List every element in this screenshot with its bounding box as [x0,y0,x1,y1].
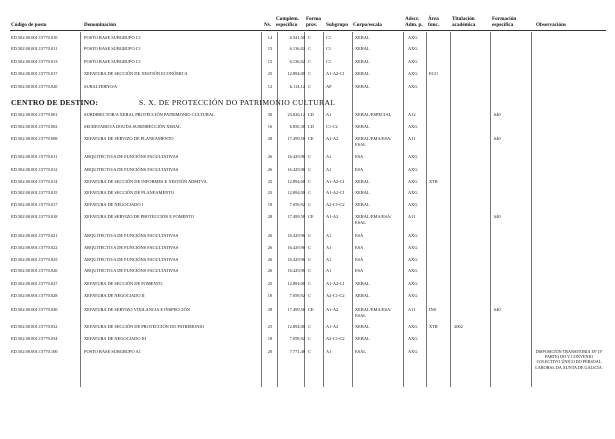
row-code: ED.502.00.001.15770.011 [11,46,58,51]
row-forma: LD [308,124,314,129]
row-corps: XERAL [355,293,370,298]
row-corps: XERAL/ESPECIAL [355,112,392,117]
row-corps: XERAL [355,124,370,129]
row-adscription: AXG [408,71,418,76]
row-level: 28 [267,307,273,312]
row-code: ED.502.00.001.15770.034 [11,336,58,341]
row-corps: ESA [355,257,364,262]
row-level: 25 [267,324,273,329]
row-code: ED.502.00.001.15770.017 [11,71,58,76]
row-level: 26 [267,154,273,159]
header-adscr-1: Adscr. [405,16,420,22]
row-subgroup: A1-A2 [326,307,339,312]
row-training: 640 [494,112,501,117]
header-rule [10,30,606,31]
centre-name: S. X. DE PROTECCIÓN DO PATRIMONIO CULTURAL [139,98,336,107]
row-code: ED.502.00.001.15770.017 [11,202,58,207]
row-subgroup: A1 [326,268,332,273]
row-complement: 12.894,00 [287,179,305,184]
row-adscription: AXG [408,349,418,354]
row-corps: XERAL [355,281,370,286]
row-level: 12 [267,84,273,89]
row-denomination: XEFATURA DE SECCIÓN DE FOMENTO [84,281,163,286]
row-subgroup: A1-A2 [326,324,339,329]
row-complement: 12.894,00 [287,324,305,329]
column-divider [531,32,532,387]
row-denomination: XEFATURA DE NEGOCIADO I [84,202,144,207]
row-code: ED.502.00.001.15770.010 [11,35,58,40]
row-complement: 16.429,96 [287,245,305,250]
row-code: ED.502.00.001.15770.032 [11,324,58,329]
row-forma: C [308,190,311,195]
row-forma: C [308,257,311,262]
row-denomination: ARQUITECTO/A DE FUNCIÓNS FACULTATIVAS [84,268,179,273]
row-observations: DISPOSICIÓN TRANSITORIA 18ª (3ª PARTE) DO V CONVENIO COLECTIVO ÚNICO DO PERSOAL LABORAL DA XUNTA DE GALICIA. [535,349,603,370]
row-level: 25 [267,71,273,76]
row-code: ED.502.00.001.15770.025 [11,257,58,262]
row-forma: C [308,336,311,341]
row-forma: C [308,35,311,40]
row-forma: LD [308,112,314,117]
row-subgroup: C1 [326,46,332,51]
row-subgroup: C1-C2 [326,124,338,129]
row-denomination: ARQUITECTO/A DE FUNCIÓNS FACULTATIVAS [84,257,179,262]
row-complement: 6.114,12 [289,84,305,89]
row-corps-line2: ESAL [355,220,366,225]
row-complement: 6.850,38 [289,124,305,129]
row-denomination: XEFATURA DE SERVIZO DE PROTECCIÓN E FOMENTO [84,214,195,219]
row-subgroup: A2-C1-C2 [326,293,345,298]
row-corps: ESA [355,268,364,273]
column-divider [323,32,324,387]
row-area: XTR [429,179,438,184]
row-denomination: SUBALTERNO/A [84,84,118,89]
row-complement: 7.059,92 [289,293,305,298]
row-corps: XERAL/EMA/ESA/ [355,214,392,219]
row-adscription: AXG [408,179,418,184]
row-complement: 12.894,00 [287,281,305,286]
header-forma-1: Forma [306,16,321,22]
row-denomination: ARQUITECTO/A DE FUNCIÓNS FACULTATIVAS [84,245,179,250]
row-complement: 6.136,02 [289,46,305,51]
row-subgroup: A1-A2-C1 [326,179,345,184]
row-forma: C [308,349,311,354]
row-adscription: AXG [408,281,418,286]
row-forma: C [308,202,311,207]
column-divider [261,32,262,387]
row-denomination: XEFATURA DE NEGOCIADO II [84,293,145,298]
row-corps: ESA [355,154,364,159]
header-complement-1: Complem. [276,16,299,22]
row-subgroup: A1 [326,112,332,117]
row-complement: 16.429,96 [287,167,305,172]
row-subgroup: A1-A2-C1 [326,281,345,286]
row-adscription: AXG [408,336,418,341]
row-corps: ESAL [355,349,366,354]
row-corps: ESA [355,245,364,250]
row-adscription: AXG [408,154,418,159]
row-denomination: XEFATURA DE SERVIZO DE PLANEAMENTO [84,136,174,141]
row-corps: XERAL [355,84,370,89]
row-level: 15 [267,59,273,64]
row-adscription: AXG [408,202,418,207]
header-level: Nv. [264,22,272,28]
row-complement: 6.541,50 [289,35,305,40]
row-level: 20 [267,349,273,354]
column-divider [403,32,404,387]
row-adscription: AXG [408,233,418,238]
row-subgroup: A2-C1-C2 [326,336,345,341]
row-subgroup: A1 [326,257,332,262]
row-denomination: XEFATURA DE SERVIZO VIXILANCIA E INSPECCIÓN [84,307,190,312]
row-level: 18 [267,336,273,341]
row-denomination: XEFATURA DE SECCIÓN DE PROTECCIÓN DO PATRIMONIO [84,324,205,329]
row-code: ED.502.00.001.15770.015 [11,190,58,195]
row-denomination: ARQUITECTO/A DE FUNCIÓNS FACULTATIVAS [84,167,179,172]
row-corps: XERAL [355,59,370,64]
row-complement: 7.059,92 [289,336,305,341]
header-code: Código de posto [11,22,47,28]
row-subgroup: A2-C1-C2 [326,202,345,207]
row-code: ED.502.00.001.15770.014 [11,179,58,184]
column-divider [490,32,491,387]
row-denomination: ARQUITECTO/A DE FUNCIÓNS FACULTATIVAS [84,154,179,159]
row-corps: XERAL [355,324,370,329]
row-forma: C [308,324,311,329]
row-complement: 16.429,96 [287,233,305,238]
row-denomination: XEFATURA DE SECCIÓN DE XESTIÓN ECONÓMICA [84,71,188,76]
row-code: ED.502.00.001.15770.001 [11,112,58,117]
row-area: XTR [429,324,438,329]
row-corps: ESA [355,167,364,172]
row-adscription: AXG [408,35,418,40]
row-corps: XERAL [355,190,370,195]
row-denomination: POSTO BASE SUBGRUPO C1 [84,46,141,51]
row-code: ED.502.00.001.15770.011 [11,154,58,159]
row-level: 15 [267,46,273,51]
header-denomination: Denominación [84,22,116,28]
header-observations: Observacións [536,22,566,28]
row-complement: 17.499,58 [287,136,305,141]
row-training: 640 [494,136,501,141]
row-denomination: SUBDIRECTOR/A XERAL PROTECCIÓN PATRIMONIO CULTURAL [84,112,215,117]
row-adscription: AXG [408,167,418,172]
row-subgroup: A1-A2 [326,136,339,141]
row-complement: 16.429,96 [287,257,305,262]
row-corps: XERAL [355,336,370,341]
row-forma: C [308,154,311,159]
row-training: 640 [494,214,501,219]
row-forma: C [308,268,311,273]
row-code: ED.502.00.001.15770.027 [11,281,58,286]
row-complement: 17.499,58 [287,214,305,219]
row-corps: ESA [355,233,364,238]
row-adscription: AXG [408,124,418,129]
row-forma: C [308,233,311,238]
row-denomination: XEFATURA DE SECCIÓN DE INFORMES E XESTIÓN ADMTVA. [84,179,208,184]
row-adscription: AXG [408,268,418,273]
row-level: 26 [267,167,273,172]
row-adscription: A11 [408,307,416,312]
row-level: 26 [267,233,273,238]
row-complement: 7.059,92 [289,202,305,207]
row-code: ED.502.00.001.15770.020 [11,84,58,89]
row-forma: CE [308,214,314,219]
row-forma: C [308,179,311,184]
row-code: ED.502.00.001.15770.022 [11,245,58,250]
row-level: 14 [267,35,273,40]
row-training: 640 [494,307,501,312]
row-corps: XERAL/EMA/ESA/ [355,136,392,141]
row-subgroup: A1-A2-C1 [326,71,345,76]
row-forma: CE [308,136,314,141]
header-forma-2: prov. [306,22,318,28]
row-corps: XERAL/EMA/ESA/ [355,307,392,312]
column-divider [277,32,278,387]
row-level: 25 [267,190,273,195]
row-code: ED.502.00.001.15770.100 [11,349,58,354]
row-forma: C [308,84,311,89]
row-corps: XERAL [355,71,370,76]
row-complement: 23.026,12 [287,112,305,117]
row-level: 18 [267,202,273,207]
row-denomination: POSTO BASE SUBGRUPO C1 [84,59,141,64]
header-corps: Corpo/escala [353,22,382,28]
row-code: ED.502.00.001.15770.026 [11,268,58,273]
row-complement: 12.894,00 [287,71,305,76]
row-adscription: A12 [408,112,416,117]
row-forma: CE [308,307,314,312]
header-adscr-2: Adm. p. [405,22,423,28]
row-subgroup: A1 [326,167,332,172]
row-complement: 16.429,96 [287,268,305,273]
row-level: 25 [267,179,273,184]
row-area: INS [429,307,437,312]
row-corps-line2: ESAL [355,142,366,147]
row-level: 26 [267,245,273,250]
row-area: ECO [429,71,438,76]
row-adscription: AXG [408,190,418,195]
row-code: ED.502.00.001.15770.013 [11,59,58,64]
row-subgroup: AP [326,84,332,89]
row-code: ED.502.00.001.15770.008 [11,136,58,141]
row-subgroup: A1 [326,154,332,159]
column-divider [352,32,353,387]
row-corps: XERAL [355,35,370,40]
row-forma: C [308,293,311,298]
row-denomination: POSTO BASE SUBGRUPO A1 [84,349,141,354]
row-subgroup: C1 [326,35,332,40]
row-corps: XERAL [355,46,370,51]
row-forma: C [308,71,311,76]
row-level: 16 [267,124,273,129]
row-adscription: AXG [408,293,418,298]
row-subgroup: A1-A2-C1 [326,190,345,195]
row-level: 25 [267,281,273,286]
row-forma: C [308,245,311,250]
row-code: ED.502.00.001.15770.028 [11,293,58,298]
row-corps: XERAL [355,179,370,184]
row-level: 18 [267,293,273,298]
row-complement: 6.136,02 [289,59,305,64]
column-divider [450,32,451,387]
header-area-2: func. [428,22,440,28]
header-area-1: Área [428,16,439,22]
row-adscription: AXG [408,84,418,89]
header-complement-2: específico [276,22,298,28]
row-forma: C [308,59,311,64]
row-denomination: XEFATURA DE SECCIÓN DE PLANEAMENTO [84,190,175,195]
row-level: 26 [267,268,273,273]
row-corps-line2: ESAL [355,313,366,318]
row-subgroup: A1 [326,245,332,250]
row-corps: XERAL [355,202,370,207]
header-training-2: específica [492,22,514,28]
row-adscription: A11 [408,214,416,219]
row-code: ED.502.00.001.15770.021 [11,233,58,238]
column-divider [426,32,427,387]
header-titulation-2: académica [452,22,476,28]
row-adscription: A11 [408,136,416,141]
row-titulation: 2062 [454,324,463,329]
row-adscription: AXG [408,257,418,262]
column-divider [80,32,81,387]
row-forma: C [308,281,311,286]
header-subgroup: Subgrupo [326,22,348,28]
row-adscription: AXG [408,245,418,250]
row-adscription: AXG [408,324,418,329]
row-code: ED.502.00.001.15770.030 [11,307,58,312]
row-level: 28 [267,214,273,219]
row-forma: C [308,167,311,172]
row-subgroup: A1 [326,349,332,354]
row-level: 26 [267,257,273,262]
row-denomination: SECRETARIO/A DOUDA SUBDIRECCIÓN XERAL [84,124,181,129]
header-titulation-1: Titulación [452,16,475,22]
row-denomination: ARQUITECTO/A DE FUNCIÓNS FACULTATIVAS [84,233,179,238]
row-denomination: XEFATURA DE NEGOCIADO III [84,336,146,341]
row-complement: 7.771,48 [289,349,305,354]
row-forma: C [308,46,311,51]
row-level: 28 [267,136,273,141]
row-denomination: POSTO BASE SUBGRUPO C1 [84,35,141,40]
row-complement: 12.894,00 [287,190,305,195]
row-subgroup: C1 [326,59,332,64]
header-training-1: Formación [492,16,517,22]
row-adscription: AXG [408,59,418,64]
row-code: ED.502.00.001.15770.002 [11,124,58,129]
centre-label: CENTRO DE DESTINO: [11,98,99,107]
row-code: ED.502.00.001.15770.018 [11,214,58,219]
row-complement: 17.499,58 [287,307,305,312]
row-subgroup: A1 [326,233,332,238]
row-code: ED.502.00.001.15770.012 [11,167,58,172]
row-level: 30 [267,112,273,117]
row-adscription: AXG [408,46,418,51]
row-subgroup: A1-A2 [326,214,339,219]
row-complement: 16.429,96 [287,154,305,159]
